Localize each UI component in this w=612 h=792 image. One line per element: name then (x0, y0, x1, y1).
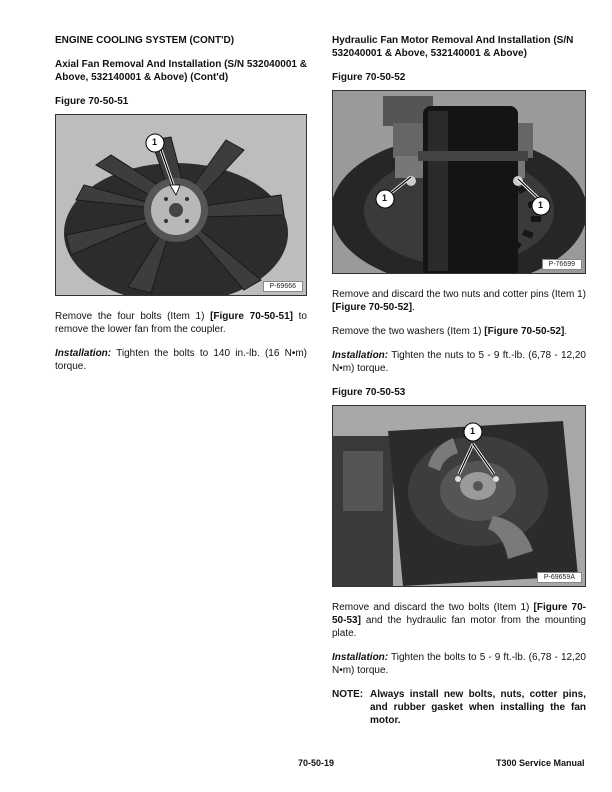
paragraph-remove-nuts (332, 288, 586, 314)
paragraph-text: and the hydraulic fan motor from the mounting plate. (332, 615, 586, 639)
paragraph-text: to remove the lower fan from the coupler. (55, 311, 307, 335)
paragraph-text: Remove and discard the two nuts and cotter pins (Item 1) (332, 289, 587, 300)
section-title: ENGINE COOLING SYSTEM (CONT'D) (55, 35, 235, 46)
callout-number: 1 (470, 426, 476, 436)
paragraph-text: Remove the two washers (Item 1) (332, 326, 485, 337)
paragraph-text: Remove the four bolts (Item 1) (55, 311, 211, 322)
paragraph-text: . (412, 302, 415, 313)
mounting-plate-photo-image (333, 406, 585, 586)
installation-label: Installation: (332, 350, 389, 361)
photo-id: P-69659A (537, 572, 582, 583)
subsection-title: Axial Fan Removal And Installation (S/N 532040001 & Above, 532140001 & Above) (Cont'd) (55, 59, 307, 83)
installation-text: Tighten the nuts to 5 - 9 ft.-lb. (6,78 - 12,20 N•m) torque. (332, 350, 586, 374)
paragraph-text: Remove and discard the two bolts (Item 1) (332, 602, 534, 613)
installation-text: Tighten the bolts to 5 - 9 ft.-lb. (6,78 - 12,20 N•m) torque. (332, 652, 586, 676)
note-label: NOTE: (332, 689, 364, 700)
note-text: Always install new bolts, nuts, cotter pins, and rubber gasket when installing the fan motor. (370, 689, 586, 726)
figure-label: Figure 70-50-53 (332, 387, 406, 398)
paragraph-remove-motor (332, 601, 586, 640)
photo-id: P-76699 (542, 259, 582, 270)
right-column (332, 34, 586, 727)
left-column (55, 34, 307, 384)
figure-label: Figure 70-50-52 (332, 72, 406, 83)
figure-photo-fan-motor (332, 90, 586, 274)
paragraph-remove-washers (332, 325, 586, 338)
fan-motor-photo-image (333, 91, 585, 273)
installation-paragraph (55, 347, 307, 373)
figure-reference: [Figure 70-50-52] (332, 302, 413, 313)
figure-reference: [Figure 70-50-51] (210, 311, 293, 322)
figure-reference: [Figure 70-50-53] (332, 602, 586, 626)
callout-number: 1 (382, 193, 388, 203)
figure-photo-mounting-plate (332, 405, 586, 587)
installation-label: Installation: (332, 652, 389, 663)
note-block (332, 688, 586, 727)
page-number: 70-50-19 (298, 758, 335, 768)
callout-number: 1 (538, 200, 544, 210)
callout-number: 1 (152, 137, 158, 147)
installation-paragraph (332, 349, 586, 375)
installation-label: Installation: (55, 348, 112, 359)
figure-photo-axial-fan (55, 114, 307, 296)
figure-reference: [Figure 70-50-52] (484, 326, 565, 337)
manual-title: T300 Service Manual (496, 758, 585, 768)
figure-label: Figure 70-50-51 (55, 96, 129, 107)
installation-text: Tighten the bolts to 140 in.-lb. (16 N•m) torque. (55, 348, 307, 372)
paragraph-text: . (564, 326, 568, 337)
fan-photo-image (56, 115, 306, 295)
installation-paragraph (332, 651, 586, 677)
section-title: Hydraulic Fan Motor Removal And Installation (S/N 532040001 & Above, 532140001 & Above) (332, 35, 574, 59)
photo-id: P-69666 (263, 281, 303, 292)
paragraph-remove-bolts (55, 310, 307, 336)
